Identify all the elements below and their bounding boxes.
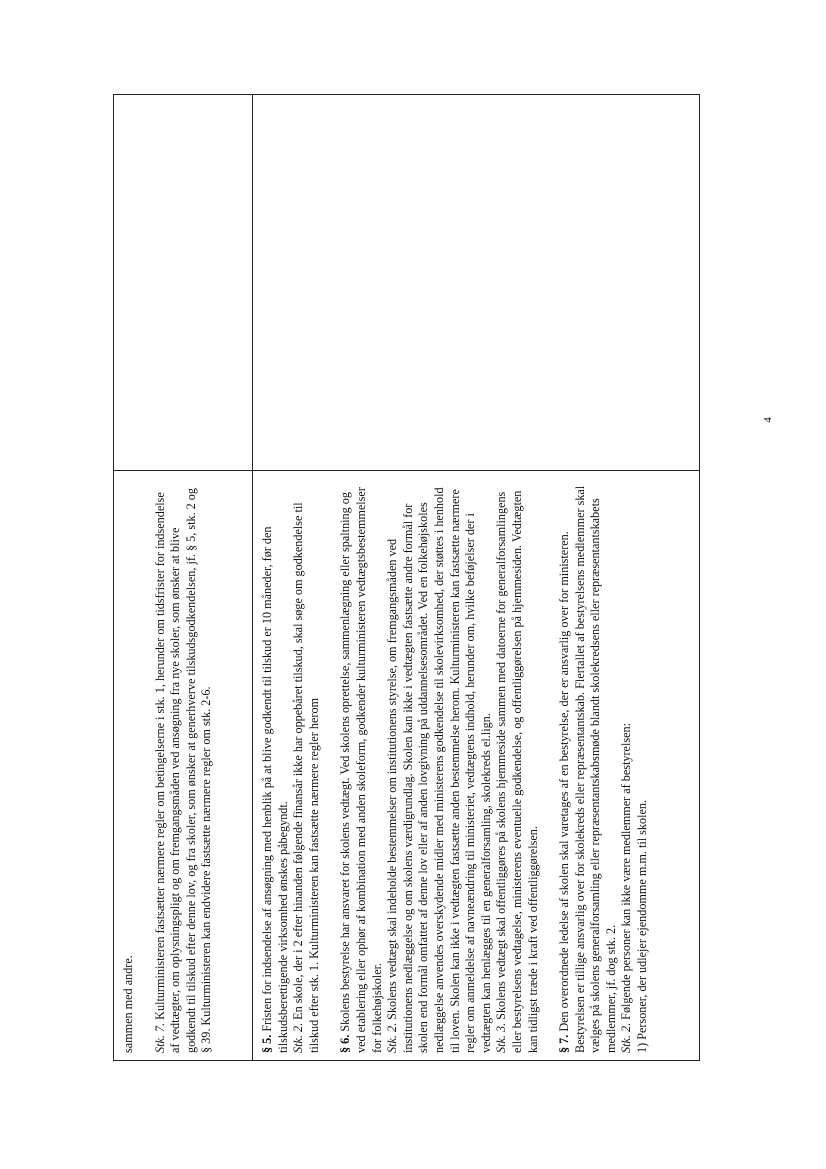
- stk-label: Stk. 2.: [619, 1022, 634, 1053]
- section-text: Skolens bestyrelse har ansvaret for skolens vedtægt. Ved skolens oprettelse, sammenlægning eller spaltning og ved etablering eller ophør af kombination med anden skoleform, godkender kulturministeren vedtægtsbestemmelser for folkehøjskoler.: [338, 487, 384, 1053]
- section-5-stk2: [291, 481, 322, 1053]
- text-line: sammen med andre.: [121, 955, 135, 1053]
- section-6-stk2: [385, 481, 494, 1053]
- table-cell-left: [253, 471, 700, 1061]
- stk-text: Skolens vedtægt skal indeholde bestemmelser om institutionens styrelse, om fremgangsmåden ved institutionens nedlæggelse og om skolens værdigrundlag. Skolen kan ikke i vedtægten fastsætte andre formål for skolen end formål omfattet af denne lov eller af anden lovgivning på uddannelsesområdet. Ved en folkehøjskoles nedlæggelse anvendes overskydende midler med ministerens godkendelse til skolevirksomhed, der støttes i henhold til loven. Skolen kan ikke i vedtægten fastsætte anden bestemmelse herom. Kulturministeren kan fastsætte nærmere regler om anmeldelse af navneændring til ministeriet, vedtægtens indhold, herunder om, hvilke beføjelser der i vedtægten kan henlægges til en generalforsamling, skolekreds el.lign.: [385, 487, 493, 1053]
- stk-text: Skolens vedtægt skal offentliggøres på skolens hjemmeside sammen med datoerne for generalforsamlingens eller bestyrelsens vedtagelse, ministerens eventuelle godkendelse, og offentliggørelsen på hjemmesiden. Vedtægten kan tidligst træde i kraft ved offentliggørelsen.: [494, 490, 540, 1053]
- page-number: 4: [762, 417, 774, 423]
- stk-label: Stk. 7.: [152, 1022, 167, 1053]
- rotated-table-container: [113, 94, 700, 1061]
- section-7-paragraph: [557, 481, 619, 1053]
- stk-text: Følgende personer kan ikke være medlemmer af bestyrelsen:: [619, 723, 634, 1023]
- section-label: § 6.: [338, 1034, 353, 1053]
- table-cell-left: [114, 471, 253, 1061]
- stk-label: Stk. 3.: [494, 1022, 509, 1053]
- table-row: [114, 95, 253, 1061]
- section-6-stk3: [494, 481, 541, 1053]
- table-row: [253, 95, 700, 1061]
- stk-label: Stk. 2.: [291, 1022, 306, 1053]
- section-label: § 5.: [260, 1034, 274, 1053]
- section-label: § 7.: [557, 1034, 572, 1053]
- section-6-paragraph: [338, 481, 385, 1053]
- stk-text: En skole, der i 2 efter hinanden følgende finansår ikke har oppebåret tilskud, skal søge om godkendelse til tilskud efter stk. 1. Kulturministeren kan fastsætte nærmere regler herom: [291, 502, 321, 1053]
- section-5-paragraph: [260, 481, 291, 1053]
- stk-text: Kulturministeren fastsætter nærmere regler om betingelserne i stk. 1, herunder om tidsfrister for indsendelse af vedtægter, om oplysningspligt og om fremgangsmåden ved ansøgning fra nye skoler, som ønsker at blive godkendt til tilskud efter denne lov, og fra skoler, som ønsker at generhverve tilskudsgodkendelsen, jf. § 5, stk. 2 og § 39. Kulturministeren kan endvidere fastsætte nærmere regler om stk. 2-6.: [152, 488, 214, 1053]
- section-text: Fristen for indsendelse af ansøgning med henblik på at blive godkendt til tilskud er 10 måneder, før den tilskudsberettigende virksomhed ønskes påbegyndt.: [260, 526, 290, 1053]
- list-item: 1) Personer, der udlejer ejendomme m.m. til skolen.: [635, 799, 650, 1053]
- table-cell-right: [114, 95, 253, 471]
- stk-label: Stk. 2.: [385, 1022, 400, 1053]
- section-7-stk2: [619, 481, 635, 1053]
- table-cell-right: [253, 95, 700, 471]
- law-comparison-table: [113, 94, 700, 1061]
- section-text: Den overordnede ledelse af skolen skal varetages af en bestyrelse, der er ansvarlig over for ministeren. Bestyrelsen er tillige ansvarlig over for skolekreds eller repræsentantskab. Flertallet af bestyrelsens medlemmer skal vælges på skolens generalforsamling eller repræsentantskabsmøde blandt skolekredsens eller repræsentantskabets medlemmer, jf. dog stk. 2.: [557, 485, 618, 1053]
- stk7-paragraph: [153, 481, 215, 1053]
